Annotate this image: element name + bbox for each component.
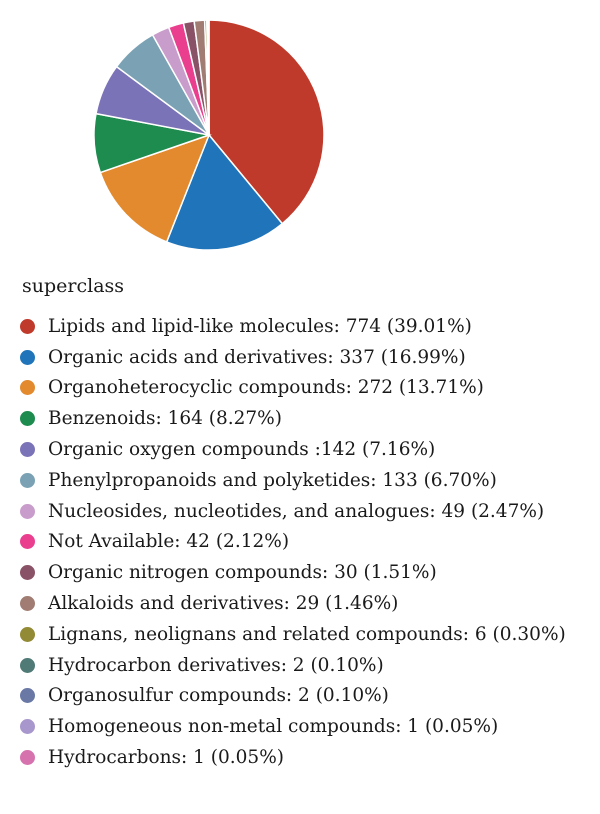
legend-swatch-7 bbox=[20, 534, 35, 549]
legend-swatch-10 bbox=[20, 627, 35, 642]
legend-swatch-1 bbox=[20, 350, 35, 365]
legend-item-10 bbox=[20, 619, 566, 650]
legend-swatch-6 bbox=[20, 504, 35, 519]
legend-label-6: Nucleosides, nucleotides, and analogues: 49 (2.47%) bbox=[48, 500, 545, 522]
legend-item-2 bbox=[20, 373, 566, 404]
legend-swatch-14 bbox=[20, 750, 35, 765]
legend-swatch-11 bbox=[20, 658, 35, 673]
legend-swatch-2 bbox=[20, 380, 35, 395]
legend-item-12 bbox=[20, 681, 566, 712]
legend-item-14 bbox=[20, 742, 566, 773]
legend-swatch-4 bbox=[20, 442, 35, 457]
legend-item-11 bbox=[20, 650, 566, 681]
legend-swatch-3 bbox=[20, 411, 35, 426]
legend-label-13: Homogeneous non-metal compounds: 1 (0.05%) bbox=[48, 716, 499, 738]
legend-label-9: Alkaloids and derivatives: 29 (1.46%) bbox=[48, 593, 399, 615]
legend bbox=[20, 311, 566, 773]
legend-item-13 bbox=[20, 711, 566, 742]
legend-item-3 bbox=[20, 403, 566, 434]
legend-label-4: Organic oxygen compounds :142 (7.16%) bbox=[48, 439, 436, 461]
legend-item-4 bbox=[20, 434, 566, 465]
legend-label-0: Lipids and lipid-like molecules: 774 (39.01%) bbox=[48, 315, 472, 337]
legend-item-0 bbox=[20, 311, 566, 342]
legend-item-6 bbox=[20, 496, 566, 527]
legend-label-12: Organosulfur compounds: 2 (0.10%) bbox=[48, 685, 389, 707]
legend-title: superclass bbox=[22, 275, 125, 297]
legend-label-11: Hydrocarbon derivatives: 2 (0.10%) bbox=[48, 654, 384, 676]
legend-swatch-12 bbox=[20, 688, 35, 703]
legend-label-5: Phenylpropanoids and polyketides: 133 (6.70%) bbox=[48, 469, 497, 491]
legend-label-8: Organic nitrogen compounds: 30 (1.51%) bbox=[48, 562, 437, 584]
legend-item-1 bbox=[20, 342, 566, 373]
legend-swatch-8 bbox=[20, 565, 35, 580]
legend-item-5 bbox=[20, 465, 566, 496]
legend-item-8 bbox=[20, 557, 566, 588]
legend-item-7 bbox=[20, 527, 566, 558]
legend-label-1: Organic acids and derivatives: 337 (16.99%) bbox=[48, 346, 466, 368]
legend-label-7: Not Available: 42 (2.12%) bbox=[48, 531, 290, 553]
legend-swatch-13 bbox=[20, 719, 35, 734]
legend-label-3: Benzenoids: 164 (8.27%) bbox=[48, 408, 282, 430]
legend-item-9 bbox=[20, 588, 566, 619]
legend-label-10: Lignans, neolignans and related compounds: 6 (0.30%) bbox=[48, 623, 566, 645]
legend-label-2: Organoheterocyclic compounds: 272 (13.71%) bbox=[48, 377, 484, 399]
legend-swatch-5 bbox=[20, 473, 35, 488]
legend-swatch-0 bbox=[20, 319, 35, 334]
pie-chart bbox=[0, 0, 600, 260]
legend-label-14: Hydrocarbons: 1 (0.05%) bbox=[48, 747, 285, 769]
legend-swatch-9 bbox=[20, 596, 35, 611]
